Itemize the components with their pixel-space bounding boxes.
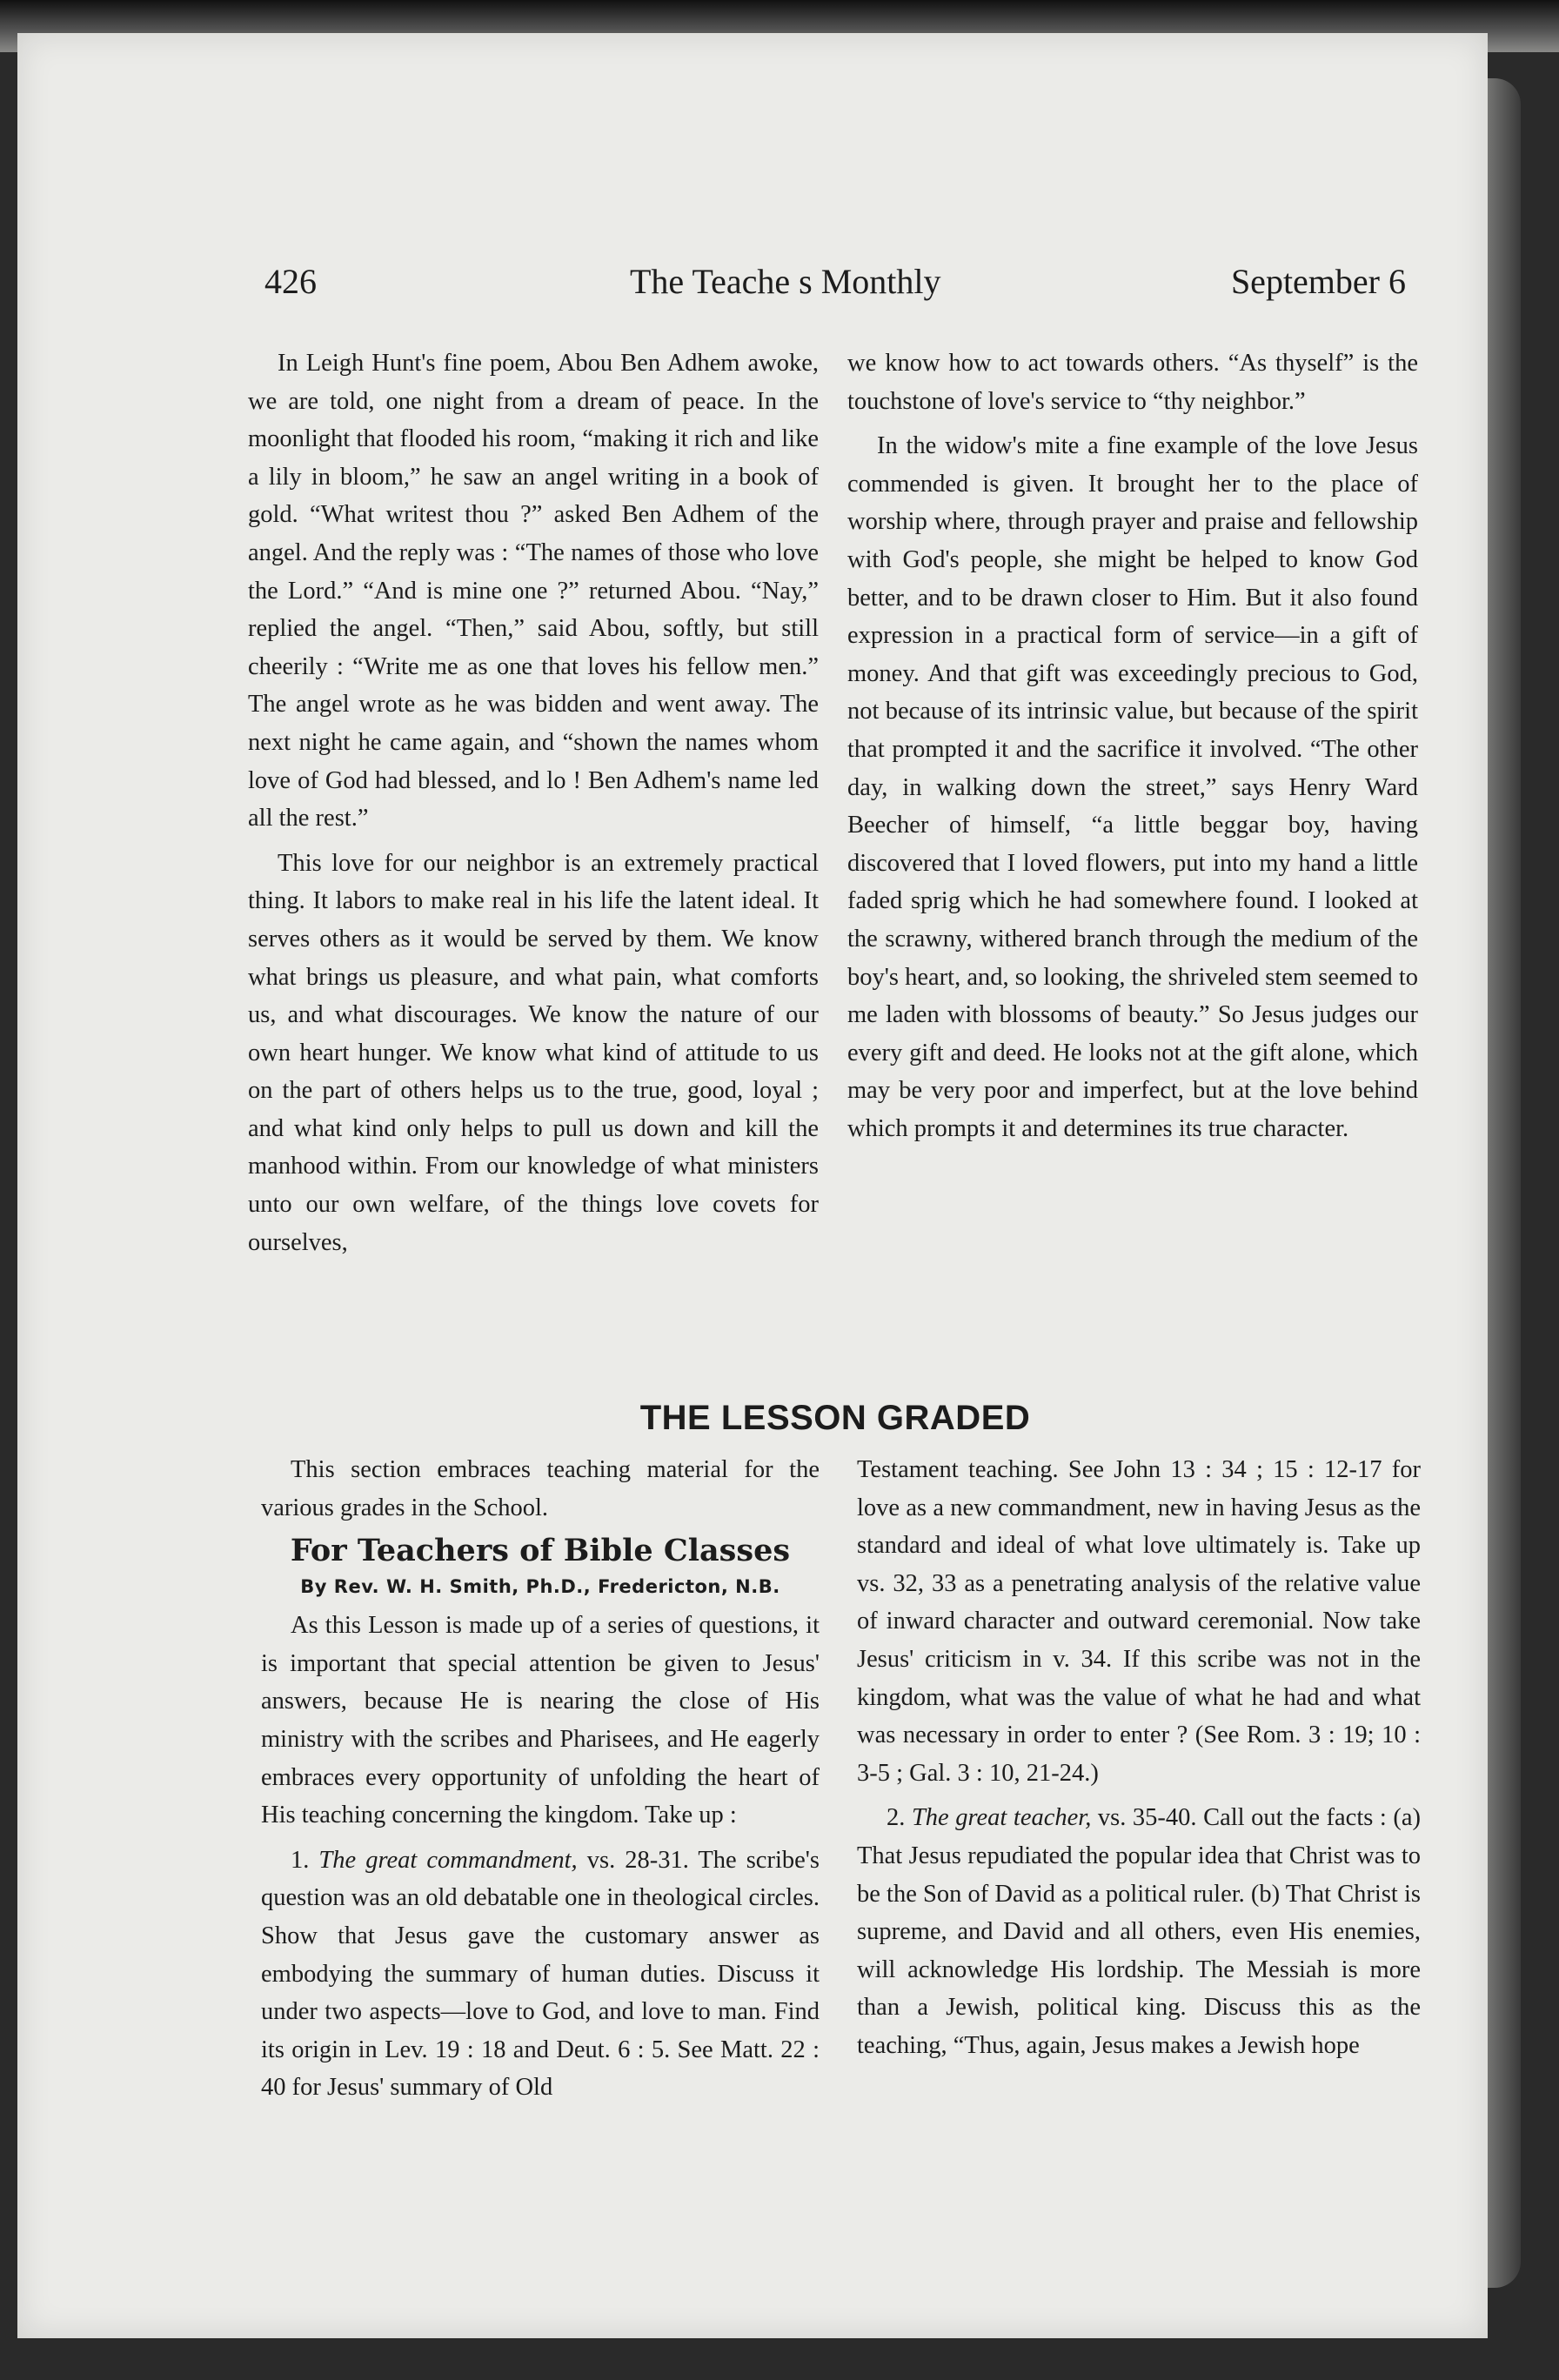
- as-thyself-paragraph: we know how to act towards others. “As thyself” is the touchstone of love's service to “thy neighbor.”: [847, 350, 1418, 415]
- lower-right-column: [857, 1451, 1421, 2065]
- great-teacher-paragraph: [857, 1799, 1421, 2064]
- great-commandment-paragraph: [261, 1842, 820, 2107]
- item-heading: The great commandment,: [318, 1846, 578, 1874]
- author-byline: By Rev. W. H. Smith, Ph.D., Fredericton, N.B.: [300, 1576, 780, 1598]
- item-heading: The great teacher,: [911, 1804, 1092, 1832]
- neighbor-love-paragraph: This love for our neighbor is an extremely practical thing. It labors to make real in his life the latent ideal. It serves others as it would be served by them. We know what brings us pleasure, and what pain, what comforts us, and what discourages. We know the nature of our own heart hunger. We know what kind of attitude to us on the part of others helps us to the true, good, loyal ; and what kind only helps to pull us down and kill the manhood within. From our knowledge of what ministers unto our own welfare, of the things love covets for ourselves,: [248, 849, 819, 1256]
- bible-classes-subheading: For Teachers of Bible Classes: [290, 1533, 791, 1569]
- abou-ben-adhem-paragraph: In Leigh Hunt's fine poem, Abou Ben Adhem awoke, we are told, one night from a dream of peace. In the moonlight that flooded his room, “making it rich and like a lily in bloom,” he saw an angel writing in a book of gold. “What writest thou ?” asked Ben Adhem of the angel. And the reply was : “The names of those who love the Lord.” “And is mine one ?” returned Abou. “Nay,” replied the angel. “Then,” said Abou, softly, but still cheerily : “Write me as one that loves his fellow men.” The angel wrote as he was bidden and went away. The next night he came again, and “shown the names whom love of God had blessed, and lo ! Ben Adhem's name led all the rest.”: [248, 350, 819, 832]
- section-intro: This section embraces teaching material for the various grades in the School.: [261, 1456, 820, 1521]
- item-body: vs. 35-40. Call out the facts : (a) That Jesus repudiated the popular idea that Christ was to be the Son of David as a political ruler. (b) That Christ is supreme, and David and all others, even His enemies, will acknowledge His lordship. The Messiah is more than a Jewish, political king. Discuss this as the teaching, “Thus, again, Jesus makes a Jewish hope: [857, 1804, 1421, 2059]
- lesson-intro-paragraph: As this Lesson is made up of a series of questions, it is important that special attention be given to Jesus' answers, because He is nearing the close of His ministry with the scribes and Pharisees, and He eagerly embraces every opportunity of unfolding the heart of His teaching concerning the kingdom. Take up :: [261, 1612, 820, 1829]
- journal-title: The Teache s Monthly: [630, 262, 941, 301]
- page-number: 426: [264, 262, 317, 301]
- testament-teaching-paragraph: Testament teaching. See John 13 : 34 ; 15 : 12-17 for love as a new commandment, new in having Jesus as the standard and ideal of what love ultimately is. Take up vs. 32, 33 as a penetrating analysis of the relative value of inward character and outward ceremonial. Now take Jesus' criticism in v. 34. If this scribe was not in the kingdom, what was the value of what he had and what was necessary in order to enter ? (See Rom. 3 : 19; 10 : 3-5 ; Gal. 3 : 10, 21-24.): [857, 1456, 1421, 1787]
- lower-left-column: [261, 1451, 820, 2107]
- running-header: [264, 261, 1406, 313]
- upper-right-column: [847, 344, 1418, 1147]
- item-body: vs. 28-31. The scribe's question was an old debatable one in theological circles. Show that Jesus gave the customary answer as embodying the summary of human duties. Discuss it under two aspects—love to God, and love to man. Find its origin in Lev. 19 : 18 and Deut. 6 : 5. See Matt. 22 : 40 for Jesus' summary of Old: [261, 1846, 820, 2102]
- section-heading: THE LESSON GRADED: [639, 1399, 1031, 1437]
- upper-left-column: [248, 344, 819, 1261]
- item-number: 2.: [887, 1804, 906, 1832]
- widows-mite-paragraph: In the widow's mite a fine example of the love Jesus commended is given. It brought her to the place of worship where, through prayer and praise and fellowship with God's people, she might be helped to know God better, and to be drawn closer to Him. But it also found expression in a practical form of service—in a gift of money. And that gift was exceedingly precious to God, not because of its intrinsic value, but because of the spirit that prompted it and the sacrifice it involved. “The other day, in walking down the street,” says Henry Ward Beecher of himself, “a little beggar boy, having discovered that I loved flowers, put into my hand a little faded sprig which he had somewhere found. I looked at the scrawny, withered branch through the medium of the boy's heart, and, so looking, the shriveled stem seemed to me laden with blossoms of beauty.” So Jesus judges our every gift and deed. He looks not at the gift alone, which may be very poor and imperfect, but at the love behind which prompts it and determines its true character.: [847, 432, 1418, 1142]
- issue-date: September 6: [1230, 262, 1406, 301]
- item-number: 1.: [291, 1846, 310, 1874]
